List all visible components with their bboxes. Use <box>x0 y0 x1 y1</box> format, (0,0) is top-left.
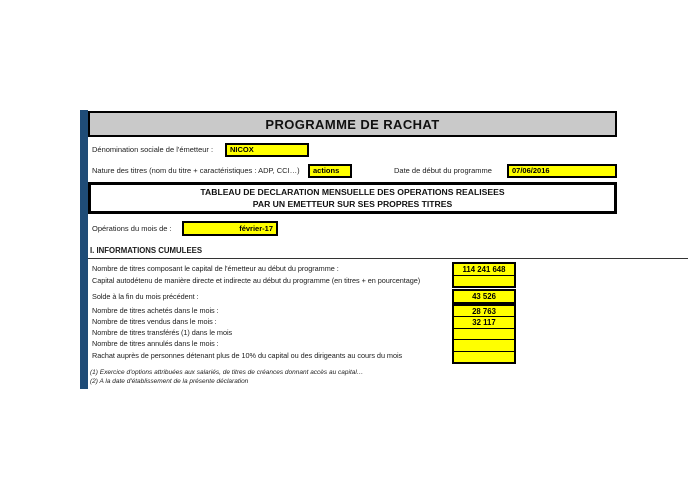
row-label-shares-transferred: Nombre de titres transférés (1) dans le mois <box>92 328 233 337</box>
field-shares-sold[interactable] <box>454 316 514 327</box>
declaration-banner-line1: TABLEAU DE DECLARATION MENSUELLE DES OPERATIONS REALISEES <box>200 187 505 197</box>
row-label-shares-cancelled: Nombre de titres annulés dans le mois : <box>92 339 219 348</box>
left-accent-bar <box>80 110 88 389</box>
shares-bought-value: 28 763 <box>472 306 496 316</box>
issuer-field[interactable] <box>225 143 309 157</box>
row-label-buyback-over-10pct: Rachat auprès de personnes détenant plus de 10% du capital ou des dirigeants au cours du mois <box>92 351 403 360</box>
page-title-banner <box>88 111 617 137</box>
securities-nature-label: Nature des titres (nom du titre + caractéristiques : ADP, CCI…) <box>92 166 300 175</box>
cumulative-values-group-2 <box>452 289 516 304</box>
row-label-shares-bought: Nombre de titres achetés dans le mois : <box>92 306 219 315</box>
previous-month-balance-value: 43 526 <box>472 292 496 301</box>
section-divider <box>88 258 688 259</box>
field-previous-month-balance[interactable] <box>454 291 514 302</box>
program-start-label: Date de début du programme <box>394 166 492 175</box>
program-start-field[interactable] <box>507 164 617 178</box>
issuer-label: Dénomination sociale de l'émetteur : <box>92 145 214 154</box>
field-shares-transferred[interactable] <box>454 328 514 339</box>
month-label: Opérations du mois de : <box>92 224 172 233</box>
row-label-shares-sold: Nombre de titres vendus dans le mois : <box>92 317 217 326</box>
footnote-2: (2) A la date d'établissement de la présente déclaration <box>90 378 249 385</box>
issuer-value: NICOX <box>230 145 254 154</box>
declaration-banner-line2: PAR UN EMETTEUR SUR SES PROPRES TITRES <box>252 199 453 209</box>
page-title: PROGRAMME DE RACHAT <box>265 116 440 132</box>
row-label-treasury-held: Capital autodétenu de manière directe et indirecte au début du programme (en titres + en pourcentage) <box>92 276 421 285</box>
shares-sold-value: 32 117 <box>472 318 496 328</box>
shares-outstanding-value: 114 241 648 <box>462 264 506 274</box>
footnote-1: (1) Exercice d'options attribuées aux salariés, de titres de créances donnant accès au capital… <box>90 369 364 376</box>
row-label-shares-outstanding: Nombre de titres composant le capital de l'émetteur au début du programme : <box>92 264 339 273</box>
month-value: février-17 <box>239 223 273 233</box>
securities-nature-field[interactable] <box>308 164 352 178</box>
cumulative-values-group-3 <box>452 304 516 364</box>
section-title: I. INFORMATIONS CUMULEES <box>90 246 203 255</box>
declaration-banner <box>88 182 617 214</box>
field-shares-bought[interactable] <box>454 306 514 316</box>
program-start-value: 07/06/2016 <box>512 166 550 175</box>
field-treasury-held[interactable] <box>454 275 514 287</box>
row-label-previous-month-balance: Solde à la fin du mois précédent : <box>92 292 199 301</box>
month-field[interactable] <box>182 221 278 236</box>
field-buyback-over-10pct[interactable] <box>454 351 514 362</box>
field-shares-cancelled[interactable] <box>454 339 514 350</box>
securities-nature-value: actions <box>313 166 340 175</box>
cumulative-values-group-1 <box>452 262 516 288</box>
field-shares-outstanding[interactable] <box>454 264 514 275</box>
